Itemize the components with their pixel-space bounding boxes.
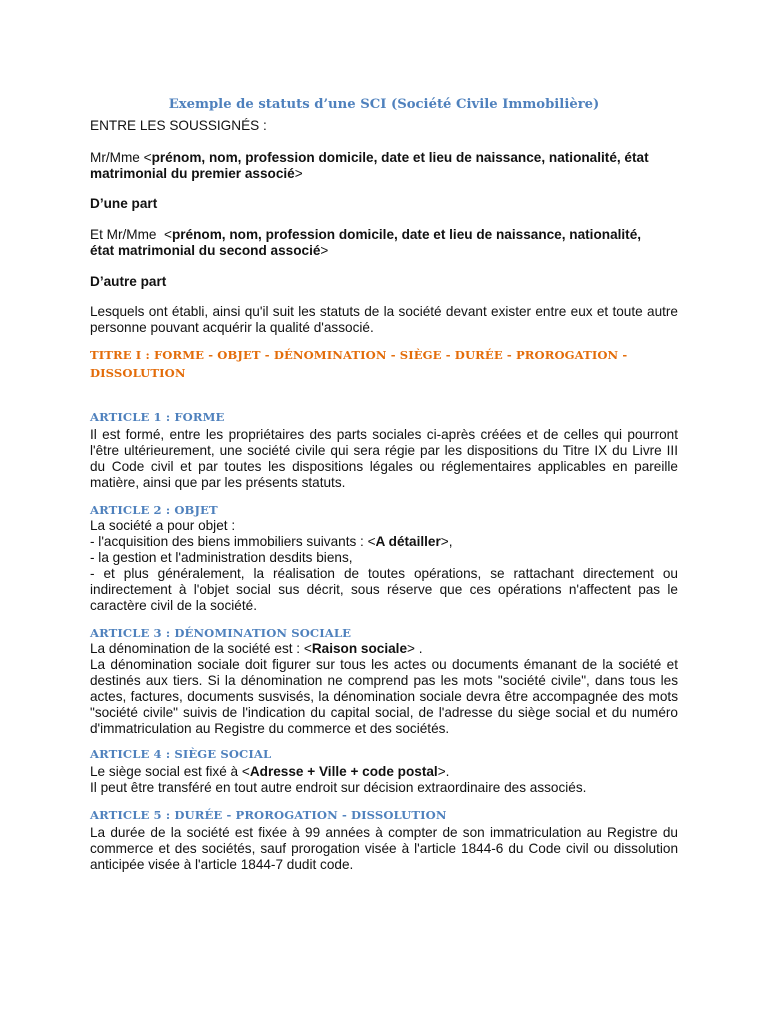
article-3-body xyxy=(90,641,678,737)
article-3-heading: ARTICLE 3 : DÉNOMINATION SOCIALE xyxy=(90,626,352,640)
first-associate-paragraph xyxy=(90,150,678,182)
second-associate-paragraph xyxy=(90,227,678,259)
article-2-heading: ARTICLE 2 : OBJET xyxy=(90,503,218,517)
second-associate-details-2: état matrimonial du second associé xyxy=(90,243,321,258)
article-2-item-1-placeholder: A détailler xyxy=(375,534,441,549)
article-3-placeholder: Raison sociale xyxy=(311,641,408,656)
article-1-text: Il est formé, entre les propriétaires des parts sociales ci-après créées et de celles qui pourront l'être ultérieurement, une société civile qui sera régie par les dispositions du Titre IX du Livre III du Code civil et par toutes les dispositions légales ou réglementaires applicables en pareille matière, ainsi que par les présents statuts. xyxy=(90,427,678,490)
article-3-line-1 xyxy=(90,641,678,657)
une-part xyxy=(90,196,678,212)
article-4-line-1-suffix: >. xyxy=(437,764,450,779)
titre-1-heading xyxy=(90,346,678,382)
first-associate-line1 xyxy=(90,150,678,166)
article-3-line-1-suffix: > . xyxy=(407,641,423,656)
article-5-heading: ARTICLE 5 : DURÉE - PROROGATION - DISSOLUTION xyxy=(90,808,447,822)
second-associate-line1 xyxy=(90,227,678,243)
article-4-line-1-prefix: Le siège social est fixé à < xyxy=(90,764,250,779)
article-5-text: La durée de la société est fixée à 99 années à compter de son immatriculation au Registre du commerce et des sociétés, sauf prorogation visée à l'article 1844-6 du Code civil ou dissolution anticipée visée à l'article 1844-7 dudit code. xyxy=(90,825,678,872)
autre-part xyxy=(90,274,678,290)
second-associate-suffix: > xyxy=(320,243,329,258)
autre-part-label: D’autre part xyxy=(90,274,167,289)
lesquels-paragraph: Lesquels ont établi, ainsi qu'il suit les statuts de la société devant exister entre eux et toute autre personne pouvant acquérir la qualité d'associé. xyxy=(90,304,678,335)
article-1-heading: ARTICLE 1 : FORME xyxy=(90,410,225,424)
second-associate-prefix: Et Mr/Mme < xyxy=(90,227,172,242)
article-3-line-1-prefix: La dénomination de la société est : < xyxy=(90,641,312,656)
second-associate-details-1: prénom, nom, profession domicile, date et lieu de naissance, nationalité, xyxy=(171,227,642,242)
article-2-item-1 xyxy=(90,534,678,550)
article-4-placeholder: Adresse + Ville + code postal xyxy=(249,764,438,779)
titre-1-line1: TITRE I : FORME - OBJET - DÉNOMINATION - SIÈGE - DURÉE - PROROGATION - xyxy=(90,348,628,362)
article-2-item-1-suffix: >, xyxy=(440,534,453,549)
article-4-line-1 xyxy=(90,764,678,780)
article-3-text: La dénomination sociale doit figurer sur tous les actes ou documents émanant de la société et destinés aux tiers. Si la dénomination ne comprend pas les mots "société civile", dans tous les actes, factures, documents susvisés, la dénomination sociale devra être accompagnée des mots "société civile" suivis de l'indication du capital social, de l'adresse du siège social et du numéro d'immatriculation au Registre du commerce et des sociétés. xyxy=(90,657,678,736)
first-associate-line2 xyxy=(90,166,678,182)
entre-soussignes: ENTRE LES SOUSSIGNÉS : xyxy=(90,118,267,133)
article-2-intro: La société a pour objet : xyxy=(90,518,236,533)
article-2-body xyxy=(90,518,678,614)
document-title: Exemple de statuts d’une SCI (Société Civile Immobilière) xyxy=(168,97,600,112)
article-2-item-3: - et plus généralement, la réalisation de toutes opérations, se rattachant directement ou indirectement à l'objet social sus décrit, sous réserve que ces opérations n'affectent pas le caractère civil de la société. xyxy=(90,566,678,613)
article-4-body xyxy=(90,764,678,796)
first-associate-suffix: > xyxy=(294,166,303,181)
titre-1-line2: DISSOLUTION xyxy=(90,366,186,380)
article-4-heading: ARTICLE 4 : SIÈGE SOCIAL xyxy=(90,747,272,761)
article-4-line-2: Il peut être transféré en tout autre endroit sur décision extraordinaire des associés. xyxy=(90,780,587,795)
first-associate-prefix: Mr/Mme < xyxy=(90,150,152,165)
article-2-item-2: - la gestion et l'administration desdits biens, xyxy=(90,550,353,565)
une-part-label: D’une part xyxy=(90,196,158,211)
first-associate-details-2: matrimonial du premier associé xyxy=(90,166,295,181)
article-2-item-1-prefix: - l'acquisition des biens immobiliers suivants : < xyxy=(90,534,376,549)
first-associate-details-1: prénom, nom, profession domicile, date et lieu de naissance, nationalité, état xyxy=(151,150,649,165)
second-associate-line2 xyxy=(90,243,678,259)
